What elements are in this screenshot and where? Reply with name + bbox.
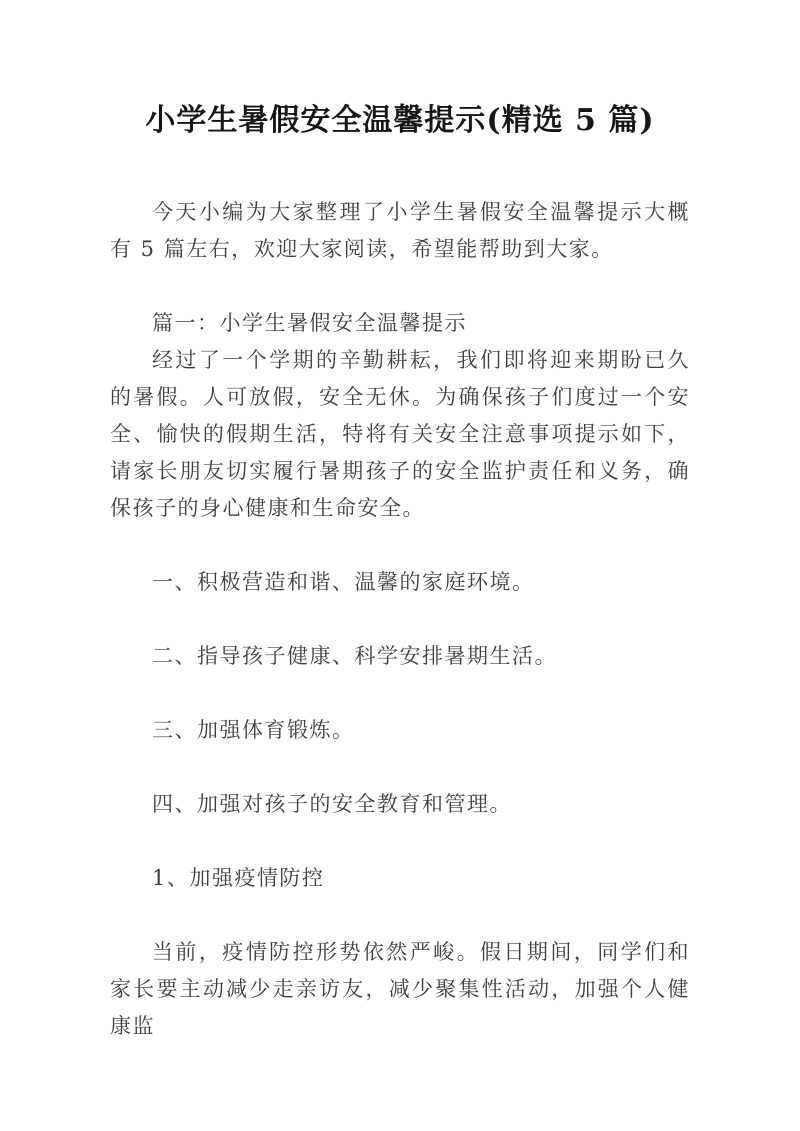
section1-heading: 篇一：小学生暑假安全温馨提示	[152, 311, 467, 335]
sub-item-body: 当前，疫情防控形势依然严峻。假日期间，同学们和家长要主动减少走亲访友，减少聚集性活动，加强个人健康监	[110, 940, 690, 1038]
list-item-3: 三、加强体育锻炼。	[152, 718, 355, 742]
list-item-1: 一、积极营造和谐、温馨的家庭环境。	[152, 570, 535, 594]
list-item-2: 二、指导孩子健康、科学安排暑期生活。	[152, 644, 557, 668]
list-item-4: 四、加强对孩子的安全教育和管理。	[152, 792, 512, 816]
document-title: 小学生暑假安全温馨提示(精选 5 篇)	[145, 103, 655, 138]
sub-item-heading: 1、加强疫情防控	[152, 866, 325, 890]
paragraph-intro: 今天小编为大家整理了小学生暑假安全温馨提示大概有 5 篇左右，欢迎大家阅读，希望能帮助到大家。	[110, 200, 690, 261]
section1-body: 经过了一个学期的辛勤耕耘，我们即将迎来期盼已久的暑假。人可放假，安全无休。为确保孩子们度过一个安全、愉快的假期生活，特将有关安全注意事项提示如下，请家长朋友切实履行暑期孩子的安全监护责任和义务，确保孩子的身心健康和生命安全。	[110, 348, 690, 520]
